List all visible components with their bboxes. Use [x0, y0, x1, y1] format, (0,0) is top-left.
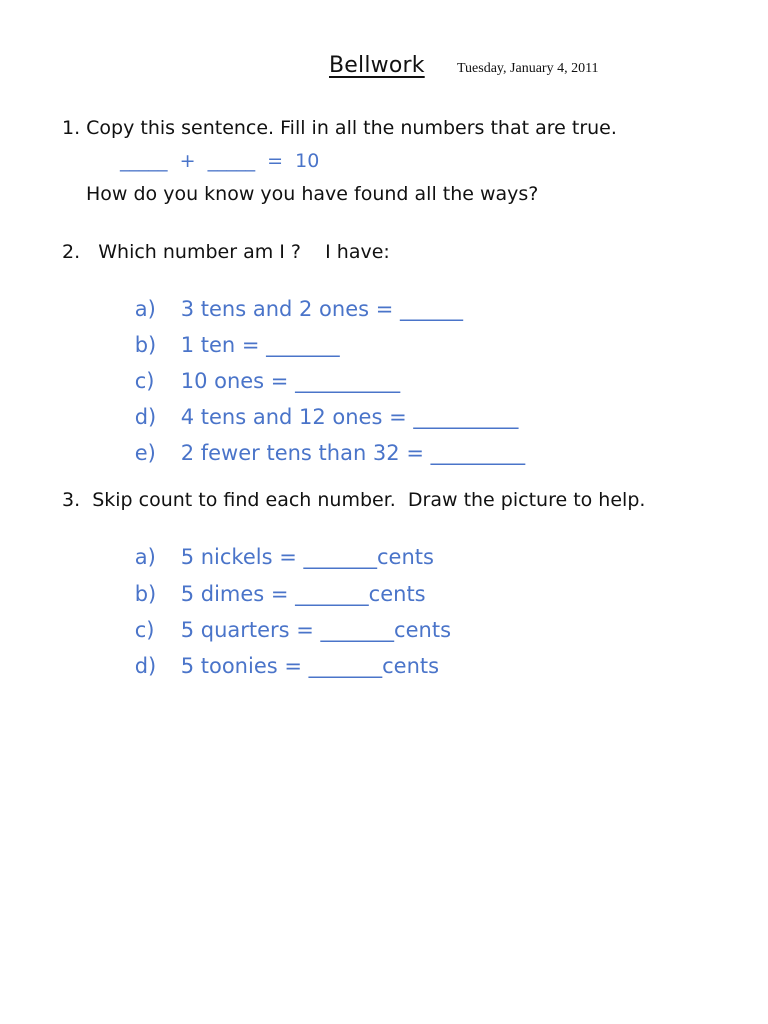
q2-item-e [108, 417, 525, 489]
q3-item-d [108, 630, 439, 702]
item-text: 10 ones = __________ [180, 369, 401, 393]
item-text: 1 ten = _______ [180, 333, 340, 357]
item-text: 5 nickels = _______cents [180, 545, 434, 569]
page-title: Bellwork [329, 53, 425, 78]
item-text: 2 fewer tens than 32 = _________ [180, 441, 526, 465]
q1-prompt: 1. Copy this sentence. Fill in all the numbers that are true. [62, 117, 617, 139]
page-date: Tuesday, January 4, 2011 [457, 61, 599, 76]
item-text: 5 quarters = _______cents [180, 618, 452, 642]
item-text: 5 dimes = _______cents [180, 582, 426, 606]
item-text: 3 tens and 2 ones = ______ [180, 297, 464, 321]
q3-prompt: 3. Skip count to find each number. Draw the picture to help. [62, 489, 646, 511]
item-letter: b) [134, 333, 157, 357]
item-letter: a) [134, 297, 156, 321]
item-text: 4 tens and 12 ones = __________ [180, 405, 519, 429]
item-letter: a) [134, 545, 156, 569]
item-letter: c) [134, 369, 155, 393]
item-text: 5 toonies = _______cents [180, 654, 440, 678]
item-letter: e) [134, 441, 156, 465]
q2-prompt: 2. Which number am I ? I have: [62, 241, 390, 263]
item-letter: b) [134, 582, 157, 606]
q1-followup: How do you know you have found all the ways? [86, 183, 539, 205]
q1-equation: _____ + _____ = 10 [120, 150, 320, 172]
item-letter: d) [134, 654, 157, 678]
item-letter: c) [134, 618, 155, 642]
item-letter: d) [134, 405, 157, 429]
